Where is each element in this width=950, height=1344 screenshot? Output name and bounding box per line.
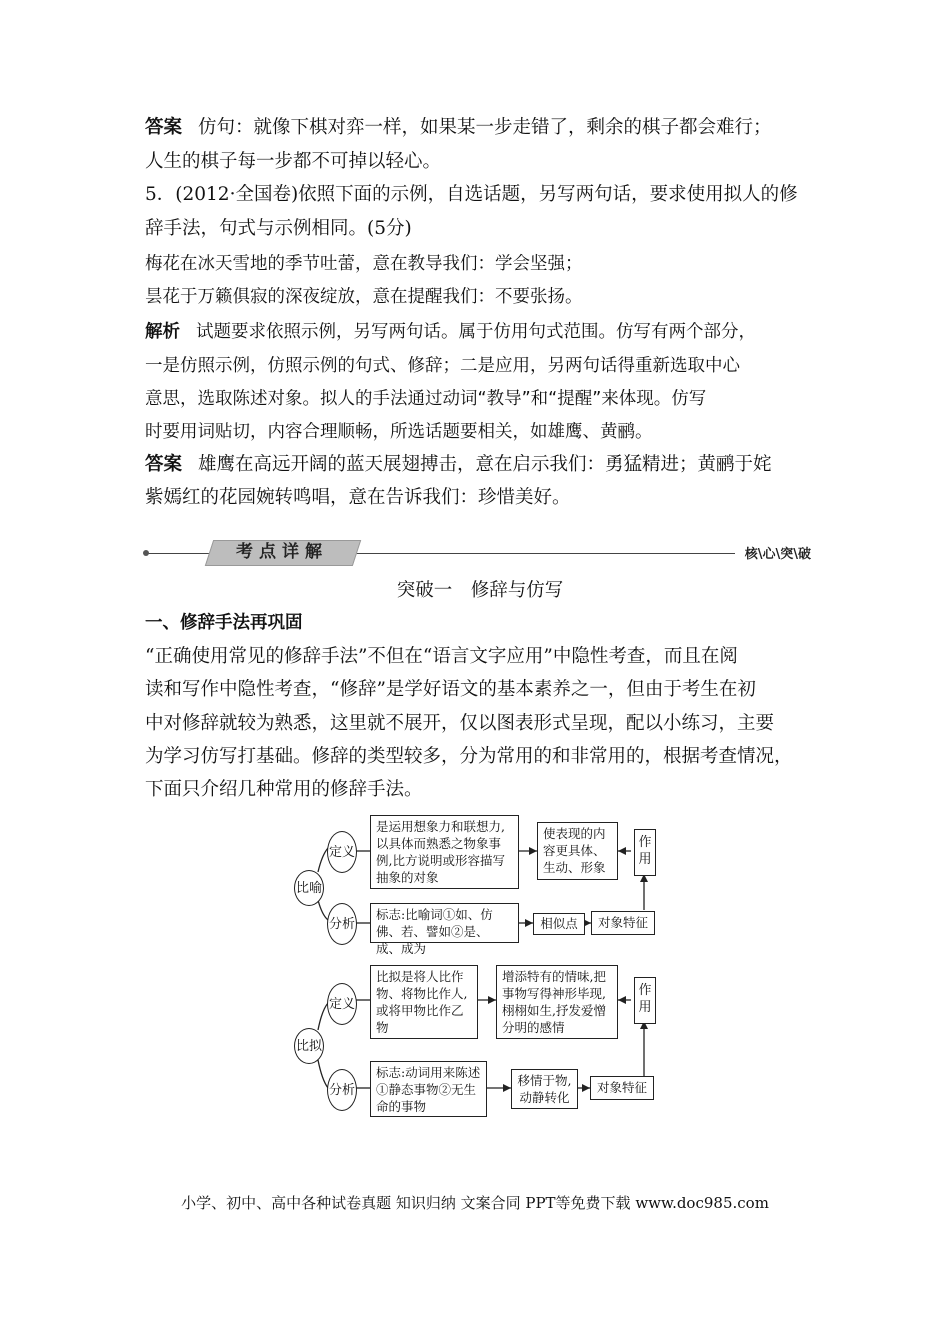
analysis-line: 一是仿照示例，仿照示例的句式、修辞；二是应用，另两句话得重新选取中心 <box>145 356 740 376</box>
analysis-line: 意思，选取陈述对象。拟人的手法通过动词“教导”和“提醒”来体现。仿写 <box>145 389 707 409</box>
analysis-node: 分析 <box>327 903 357 945</box>
effect-box: 使表现的内容更具体、生动、形象 <box>537 822 618 880</box>
definition-node: 定义 <box>327 831 357 873</box>
section-title: 突破一 修辞与仿写 <box>396 580 564 601</box>
effect-box: 增添特有的情味,把事物写得神形毕现,栩栩如生,抒发爱憎分明的感情 <box>496 965 618 1039</box>
definition-box: 比拟是将人比作物、将物比作人,或将甲物比作乙物 <box>370 965 478 1039</box>
example-sentence: 梅花在冰天雪地的季节吐蕾，意在教导我们：学会坚强； <box>145 254 583 274</box>
question-line: 辞手法，句式与示例相同。(5分) <box>145 218 412 239</box>
similarity-box: 相似点 <box>533 913 585 935</box>
marker-box: 标志:动词用来陈述①静态事物②无生命的事物 <box>370 1061 487 1117</box>
analysis-line: 时要用词贴切，内容合理顺畅，所选话题要相关，如雄鹰、黄鹂。 <box>145 422 653 442</box>
answer-text: 仿句：就像下棋对弈一样，如果某一步走错了，剩余的棋子都会难行； <box>198 117 772 138</box>
subsection-title: 一、修辞手法再巩固 <box>145 613 303 633</box>
intro-line: 为学习仿写打基础。修辞的类型较多，分为常用的和非常用的，根据考查情况， <box>145 746 793 767</box>
object-feature-box: 对象特征 <box>591 911 655 935</box>
analysis-node: 分析 <box>327 1069 357 1111</box>
effect-label: 作用 <box>634 829 656 876</box>
effect-label: 作用 <box>634 977 656 1024</box>
intro-line: 读和写作中隐性考查，“修辞”是学好语文的基本素养之一，但由于考生在初 <box>145 679 756 700</box>
answer-text-cont: 人生的棋子每一步都不可掉以轻心。 <box>145 151 442 172</box>
analysis-text: 试题要求依照示例，另写两句话。属于仿用句式范围。仿写有两个部分， <box>196 322 756 342</box>
object-feature-box: 对象特征 <box>590 1076 654 1100</box>
page-footer: 小学、初中、高中各种试卷真题 知识归纳 文案合同 PPT等免费下载 www.doc985.com <box>181 1194 769 1212</box>
intro-line: 下面只介绍几种常用的修辞手法。 <box>145 779 423 800</box>
banner-subtitle: 核\心\突\破 <box>735 543 815 562</box>
answer-label: 答案 <box>145 454 183 475</box>
intro-line: 中对修辞就较为熟悉，这里就不展开，仅以图表形式呈现，配以小练习，主要 <box>145 713 775 734</box>
analysis-label: 解析 <box>145 322 180 342</box>
definition-box: 是运用想象力和联想力,以具体而熟悉之物象事例,比方说明或形容描写抽象的对象 <box>370 815 519 889</box>
empathy-box: 移情于物,动静转化 <box>511 1069 578 1109</box>
example-sentence: 昙花于万籁俱寂的深夜绽放，意在提醒我们：不要张扬。 <box>145 287 583 307</box>
banner-title: 考点详解 <box>236 542 328 562</box>
intro-line: “正确使用常见的修辞手法”不但在“语言文字应用”中隐性考查，而且在阅 <box>145 646 738 667</box>
answer-label: 答案 <box>145 117 183 138</box>
marker-box: 标志:比喻词①如、仿佛、若、譬如②是、成、成为 <box>370 903 519 943</box>
answer-text: 雄鹰在高远开阔的蓝天展翅搏击，意在启示我们：勇猛精进；黄鹂于姹 <box>198 454 772 475</box>
question-line: 5．(2012·全国卷)依照下面的示例，自选话题，另写两句话，要求使用拟人的修 <box>145 184 798 205</box>
answer-text-cont: 紫嫣红的花园婉转鸣唱，意在告诉我们：珍惜美好。 <box>145 487 571 508</box>
root-node-analogy: 比拟 <box>294 1028 324 1064</box>
definition-node: 定义 <box>327 983 357 1025</box>
root-node-metaphor: 比喻 <box>294 870 324 906</box>
